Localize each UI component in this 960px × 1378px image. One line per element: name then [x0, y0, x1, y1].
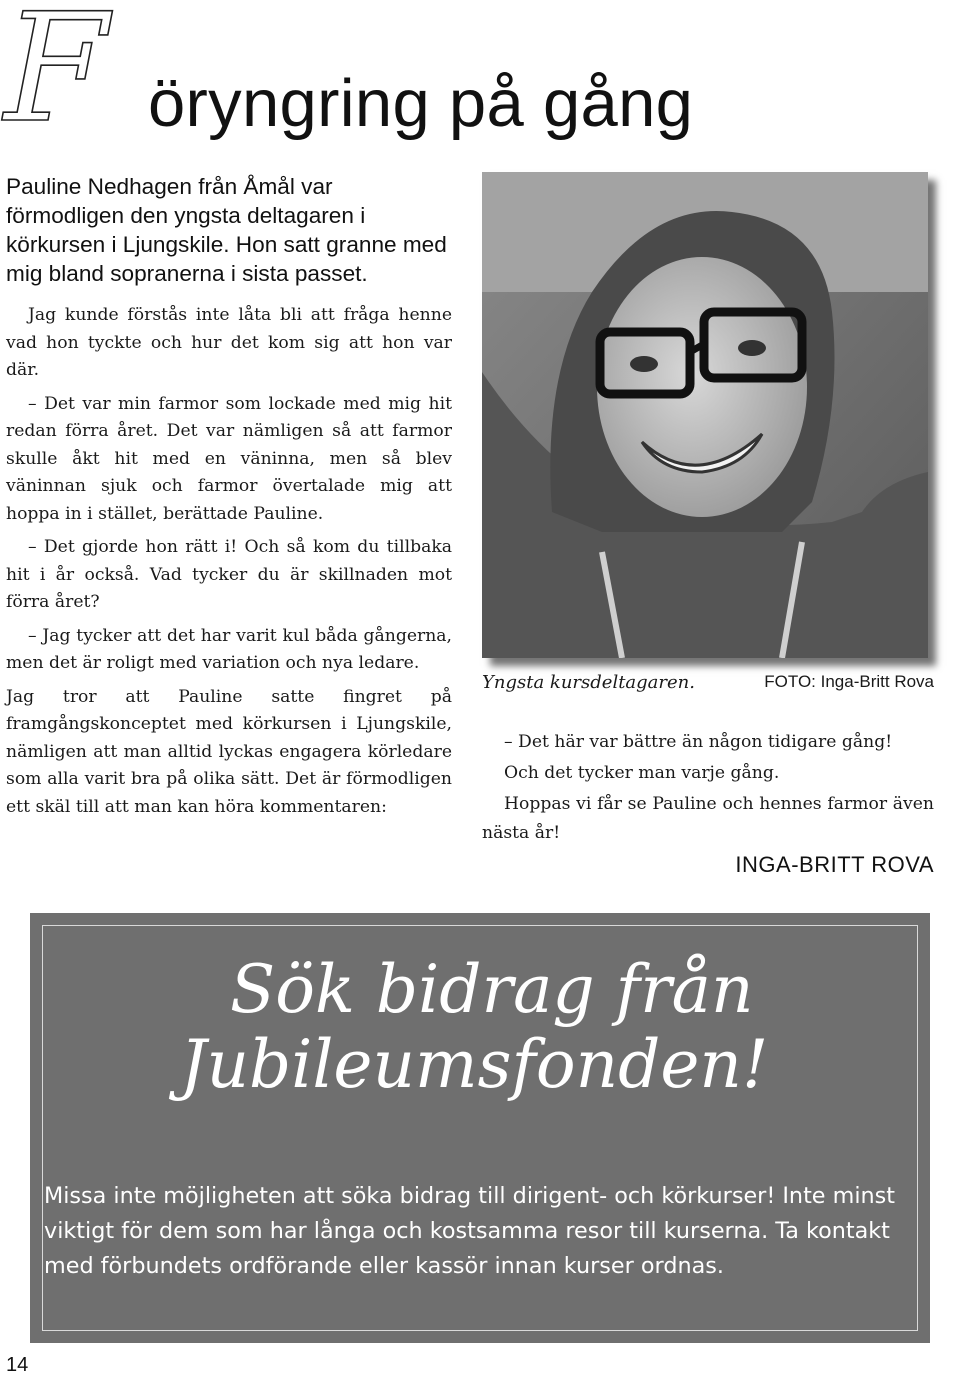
- notice-text: Missa inte möjligheten att söka bidrag till dirigent- och körkurser! Inte minst viktigt för dem som har långa och kostsamma resor till kurserna. Ta kontakt med förbundets ordförande eller kassör innan kurser ordnas.: [44, 1183, 896, 1279]
- article-paragraph: Hoppas vi får se Pauline och hennes farmor även nästa år!: [482, 794, 934, 843]
- photo-caption-text: Yngsta kursdeltagaren.: [482, 672, 695, 693]
- article-paragraph: Jag tror att Pauline satte fingret på framgångskonceptet med körkursen i Ljungskile, nämligen att man alltid lyckas engagera körledare som alla varit bra på olika sätt. Det är förmodligen ett skäl till att man kan höra kommentaren:: [6, 686, 452, 817]
- photo-caption: [482, 668, 934, 698]
- portrait-illustration: [482, 172, 928, 658]
- notice-box: [30, 913, 930, 1343]
- article-paragraph: – Jag tycker att det har varit kul båda gångerna, men det är roligt med variation och nya ledare.: [6, 625, 452, 673]
- notice-title-line: Sök bidrag från: [230, 951, 754, 1028]
- page-number: 14: [6, 1354, 29, 1376]
- article-left-column: [6, 172, 452, 827]
- page-title: öryngring på gång: [148, 66, 694, 141]
- notice-title: [180, 953, 880, 1102]
- article-lead: Pauline Nedhagen från Åmål var förmodligen den yngsta deltagaren i körkursen i Ljungskile. Hon satt granne med mig bland sopranerna i sista passet.: [6, 174, 447, 286]
- portrait-photo: [482, 172, 928, 658]
- title-initial: F: [4, 0, 105, 156]
- article-paragraph: – Det här var bättre än någon tidigare gång!: [504, 732, 893, 752]
- article-right-column: [482, 728, 934, 878]
- article-paragraph: Jag kunde förstås inte låta bli att fråga henne vad hon tyckte och hur det kom sig att hon var där.: [6, 305, 452, 380]
- notice-title-line: Jubileumsfonden!: [180, 1025, 769, 1103]
- photo-credit: FOTO: Inga-Britt Rova: [764, 672, 934, 691]
- byline: INGA-BRITT ROVA: [735, 852, 934, 877]
- article-paragraph: Och det tycker man varje gång.: [504, 763, 780, 783]
- article-paragraph: – Det var min farmor som lockade med mig hit redan förra året. Det var nämligen så att farmor skulle åkt hit med en väninna, men så blev väninnan sjuk och farmor övertalade mig att hoppa in i stället, berättade Pauline.: [6, 393, 452, 524]
- article-paragraph: – Det gjorde hon rätt i! Och så kom du tillbaka hit i år också. Vad tycker du är skillnaden mot förra året?: [6, 537, 452, 612]
